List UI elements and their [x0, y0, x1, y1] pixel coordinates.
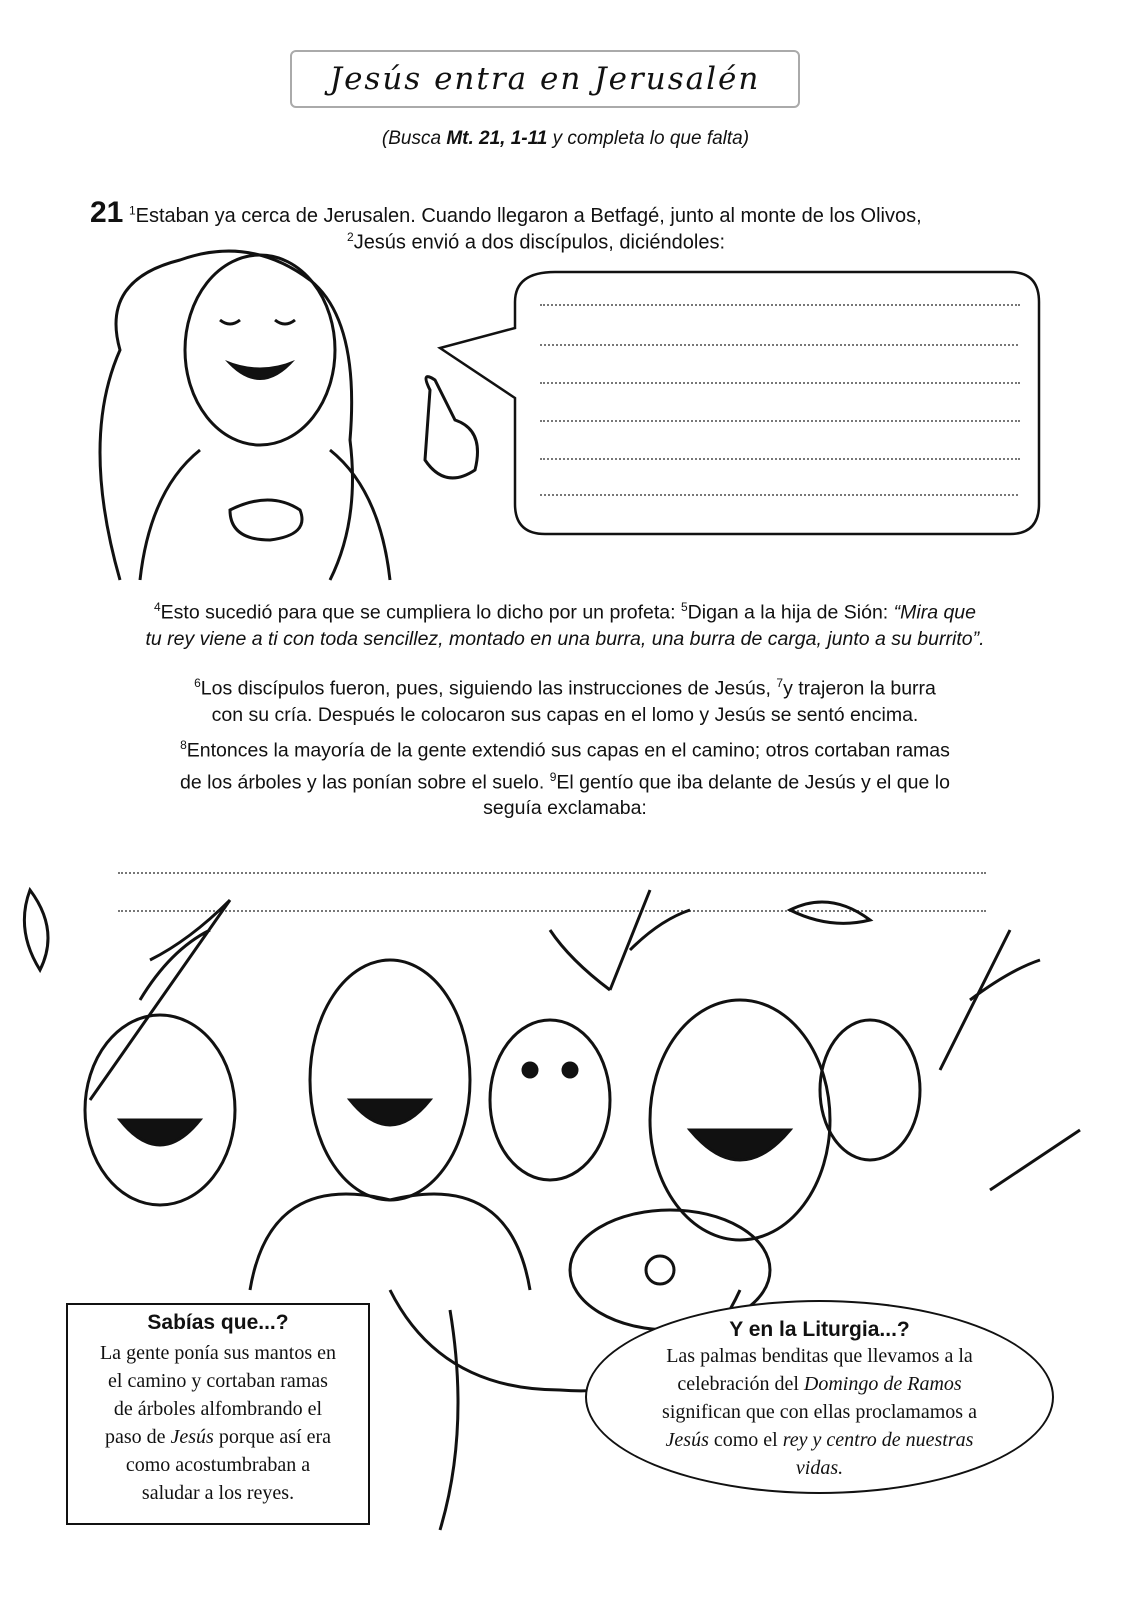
did-you-know-text	[68, 1339, 368, 1507]
verse-text: de los árboles y las ponían sobre el suelo.	[180, 771, 550, 793]
verse-num: 6	[194, 676, 201, 690]
prophecy-quote: “Mira que	[893, 601, 977, 624]
text-line: La gente ponía sus mantos en	[99, 1342, 337, 1364]
verse-num: 7	[776, 676, 784, 690]
text-line: significan que con ellas proclamamos a	[662, 1401, 977, 1423]
liturgy-bubble	[585, 1300, 1054, 1494]
text-line: vidas.	[795, 1457, 844, 1479]
page-title: Jesús entra en Jerusalén	[290, 50, 800, 108]
verse-num: 5	[680, 600, 688, 614]
verse-text: Jesús envió a dos discípulos, diciéndoles:	[353, 231, 726, 254]
answer-line[interactable]	[540, 494, 1018, 496]
verse-text: Entonces la mayoría de la gente extendió sus capas en el camino; otros cortaban ramas	[186, 739, 950, 762]
answer-line[interactable]	[540, 382, 1020, 384]
text-line: el camino y cortaban ramas	[108, 1370, 328, 1392]
liturgy-text	[587, 1342, 1052, 1482]
did-you-know-title: Sabías que...?	[147, 1311, 289, 1334]
verse-text: Estaban ya cerca de Jerusalen. Cuando llegaron a Betfagé, junto al monte de los Olivos,	[135, 205, 922, 227]
verse-text: seguía exclamaba:	[483, 797, 647, 819]
verse-text: con su cría. Después le colocaron sus capas en el lomo y Jesús se sentó encima.	[211, 703, 919, 726]
bible-reference: Mt. 21, 1-11	[446, 128, 548, 149]
verse-text: El gentío que iba delante de Jesús y el que lo	[556, 771, 950, 793]
verse-num: 2	[347, 230, 354, 244]
speech-bubble	[435, 268, 1045, 540]
verse-num: 1	[128, 203, 136, 218]
text-part: porque así era	[213, 1426, 332, 1448]
text-line: como acostumbraban a	[125, 1454, 311, 1476]
subtitle-pre: (Busca	[381, 128, 447, 149]
liturgy-title: Y en la Liturgia...?	[729, 1318, 910, 1341]
verse-text: Esto sucedió para que se cumpliera lo dicho por un profeta:	[160, 601, 681, 624]
subtitle	[0, 128, 1131, 150]
verse-text: Digan a la hija de Sión:	[687, 601, 894, 624]
text-part: paso de	[104, 1426, 171, 1448]
answer-line[interactable]	[540, 304, 1020, 306]
text-line	[68, 1423, 368, 1451]
verse-num: 4	[153, 600, 161, 614]
verses-6-7	[60, 670, 1070, 728]
verses-4-5	[60, 594, 1070, 652]
verse-num: 8	[180, 738, 187, 752]
answer-line[interactable]	[540, 458, 1020, 460]
text-part: Jesús	[665, 1429, 709, 1451]
text-part: Jesús	[170, 1426, 214, 1448]
text-line	[587, 1426, 1052, 1454]
jesus-illustration	[60, 240, 490, 590]
verse-text: y trajeron la burra	[783, 677, 936, 700]
did-you-know-box	[66, 1303, 370, 1525]
verse-text: Los discípulos fueron, pues, siguiendo las instrucciones de Jesús,	[200, 677, 777, 700]
text-part: como el	[708, 1429, 783, 1451]
prophecy-quote: tu rey viene a ti con toda sencillez, montado en una burra, una burra de carga, junto a su burrito”.	[145, 627, 985, 650]
text-part: rey y centro de nuestras	[782, 1429, 974, 1451]
text-line: saludar a los reyes.	[141, 1482, 295, 1504]
text-line: de árboles alfombrando el	[113, 1398, 323, 1420]
text-part: Domingo de Ramos	[803, 1373, 962, 1395]
verses-8-9	[60, 732, 1070, 821]
verse-1	[90, 196, 922, 230]
answer-line[interactable]	[540, 420, 1020, 422]
answer-line[interactable]	[540, 344, 1018, 346]
text-line: Las palmas benditas que llevamos a la	[666, 1345, 973, 1367]
chapter-number: 21	[90, 196, 124, 229]
text-line	[587, 1370, 1052, 1398]
subtitle-post: y completa lo que falta)	[547, 128, 750, 149]
text-part: celebración del	[677, 1373, 804, 1395]
verse-num: 9	[549, 769, 557, 784]
